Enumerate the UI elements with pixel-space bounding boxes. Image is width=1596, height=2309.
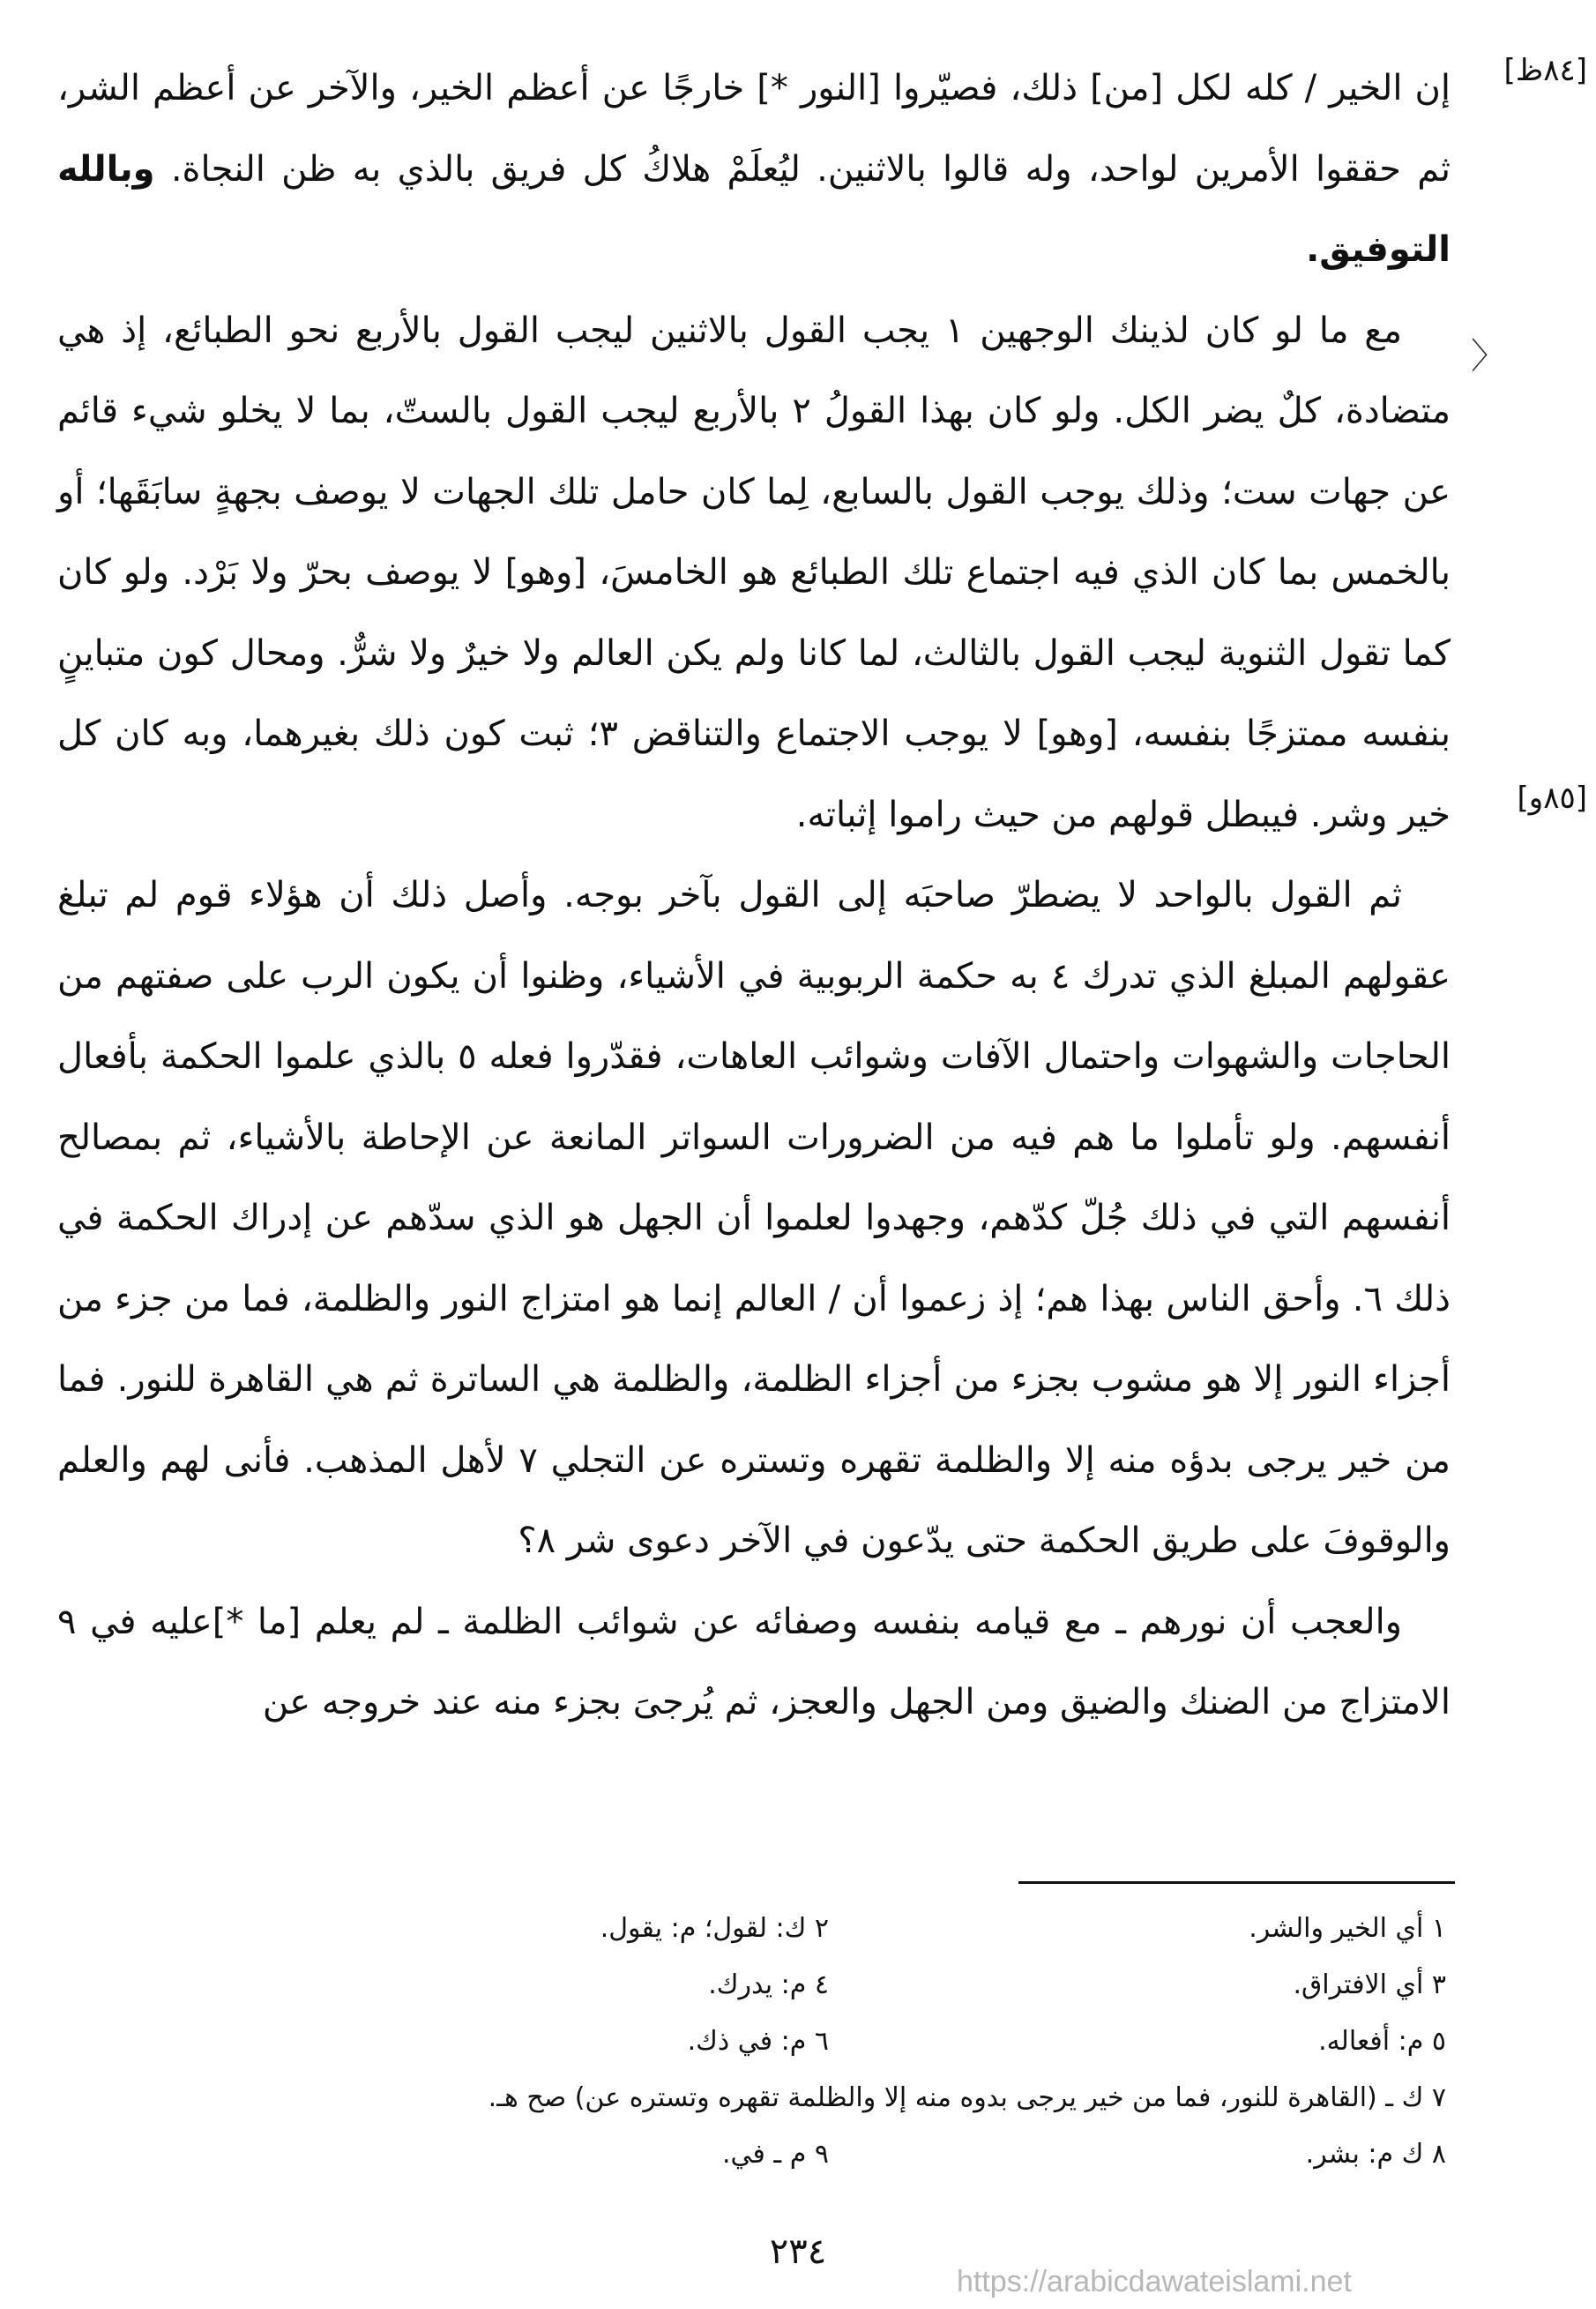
main-text bbox=[57, 49, 1451, 1744]
paragraph-1-text: إن الخير / كله لكل [من] ذلك، فصيّروا [النور *] خارجًا عن أعظم الخير، والآخر عن أعظم الشر، ثم حققوا الأمرين لواحد، وله قالوا بالاثنين. ليُعلَمْ هلاكُ كل فريق بالذي به ظن النجاة. bbox=[57, 68, 1451, 190]
footnote-row bbox=[176, 2014, 1446, 2070]
footnote-8: ٨ ك م: بشر. bbox=[1305, 2139, 1446, 2170]
footnote-5: ٥ م: أفعاله. bbox=[1318, 2026, 1446, 2057]
footnote-row bbox=[176, 1901, 1446, 1957]
footnote-7: ٧ ك ـ (القاهرة للنور، فما من خير يرجى بدوه منه إلا والظلمة تقهره وتستره عن) صح هـ. bbox=[488, 2082, 1446, 2113]
paragraph-1 bbox=[57, 49, 1451, 291]
footnote-1: ١ أي الخير والشر. bbox=[1249, 1913, 1446, 1944]
page-number: ٢٣٤ bbox=[769, 2231, 827, 2272]
footnote-row bbox=[176, 2126, 1446, 2183]
margin-note-folio-84: [٨٤ظ] bbox=[1503, 53, 1587, 88]
footnote-row bbox=[176, 1957, 1446, 2014]
footnote-2: ٢ ك: لقول؛ م: يقول. bbox=[600, 1913, 829, 1944]
footnotes bbox=[176, 1901, 1446, 2183]
margin-note-folio-85: [٨٥و] bbox=[1517, 781, 1587, 816]
paragraph-3: ثم القول بالواحد لا يضطرّ صاحبَه إلى القول بآخر بوجه. وأصل ذلك أن هؤلاء قوم لم تبلغ عقولهم المبلغ الذي تدرك ٤ به حكمة الربوبية في الأشياء، وظنوا أن يكون الرب على صفتهم من الحاجات والشهوات واحتمال الآفات وشوائب العاهات، فقدّروا فعله ٥ بالذي علموا الحكمة بأفعال أنفسهم. ولو تأملوا ما هم فيه من الضرورات السواتر المانعة عن الإحاطة بالأشياء، ثم بمصالح أنفسهم التي في ذلك جُلّ كدّهم، وجهدوا لعلموا أن الجهل هو الذي سدّهم عن إدراك الحكمة في ذلك ٦. وأحق الناس بهذا هم؛ إذ زعموا أن / العالم إنما هو امتزاج النور والظلمة، فما من جزء من أجزاء النور إلا هو مشوب بجزء من أجزاء الظلمة، والظلمة هي الساترة ثم هي القاهرة للنور. فما من خير يرجى بدؤه منه إلا والظلمة تقهره وتستره عن التجلي ٧ لأهل المذهب. فأنى لهم والعلم والوقوفَ على طريق الحكمة حتى يدّعون في الآخر دعوى شر ٨؟ bbox=[57, 875, 1451, 1561]
footnote-9: ٩ م ـ في. bbox=[722, 2139, 829, 2170]
closing-phrase: وبالله التوفيق. bbox=[57, 148, 1451, 270]
footnote-divider bbox=[1018, 1881, 1455, 1884]
paragraph-2: مع ما لو كان لذينك الوجهين ١ يجب القول بالاثنين ليجب القول بالأربع نحو الطبائع، إذ هي متضادة، كلٌ يضر الكل. ولو كان بهذا القولُ ٢ بالأربع ليجب القول بالستّ، بما لا يخلو شيء قائم عن جهات ست؛ وذلك يوجب القول بالسابع، لِما كان حامل تلك الجهات لا يوصف بجهةٍ سابَقَها؛ أو بالخمس بما كان الذي فيه اجتماع تلك الطبائع هو الخامسَ، [وهو] لا يوصف بحرّ ولا بَرْد. ولو كان كما تقول الثنوية ليجب القول بالثالث، لما كانا ولم يكن العالم ولا خيرٌ ولا شرٌّ. ومحال كون متباينٍ بنفسه ممتزجًا بنفسه، [وهو] لا يوجب الاجتماع والتناقض ٣؛ ثبت كون ذلك بغيرهما، وبه كان كل خير وشر. فيبطل قولهم من حيث راموا إثباته. bbox=[57, 310, 1451, 835]
footnote-4: ٤ م: يدرك. bbox=[708, 1969, 829, 2000]
margin-bracket-mark: 〉 bbox=[1471, 336, 1506, 377]
footnote-3: ٣ أي الافتراق. bbox=[1293, 1969, 1446, 2000]
footnote-6: ٦ م: في ذك. bbox=[687, 2026, 829, 2057]
paragraph-4: والعجب أن نورهم ـ مع قيامه بنفسه وصفائه عن شوائب الظلمة ـ لم يعلم [ما *]عليه في ٩ الامتزاج من الضنك والضيق ومن الجهل والعجز، ثم يُرجىَ بجزء منه عند خروجه عن bbox=[57, 1601, 1451, 1722]
watermark-url: https://arabicdawateislami.net bbox=[957, 2265, 1352, 2298]
